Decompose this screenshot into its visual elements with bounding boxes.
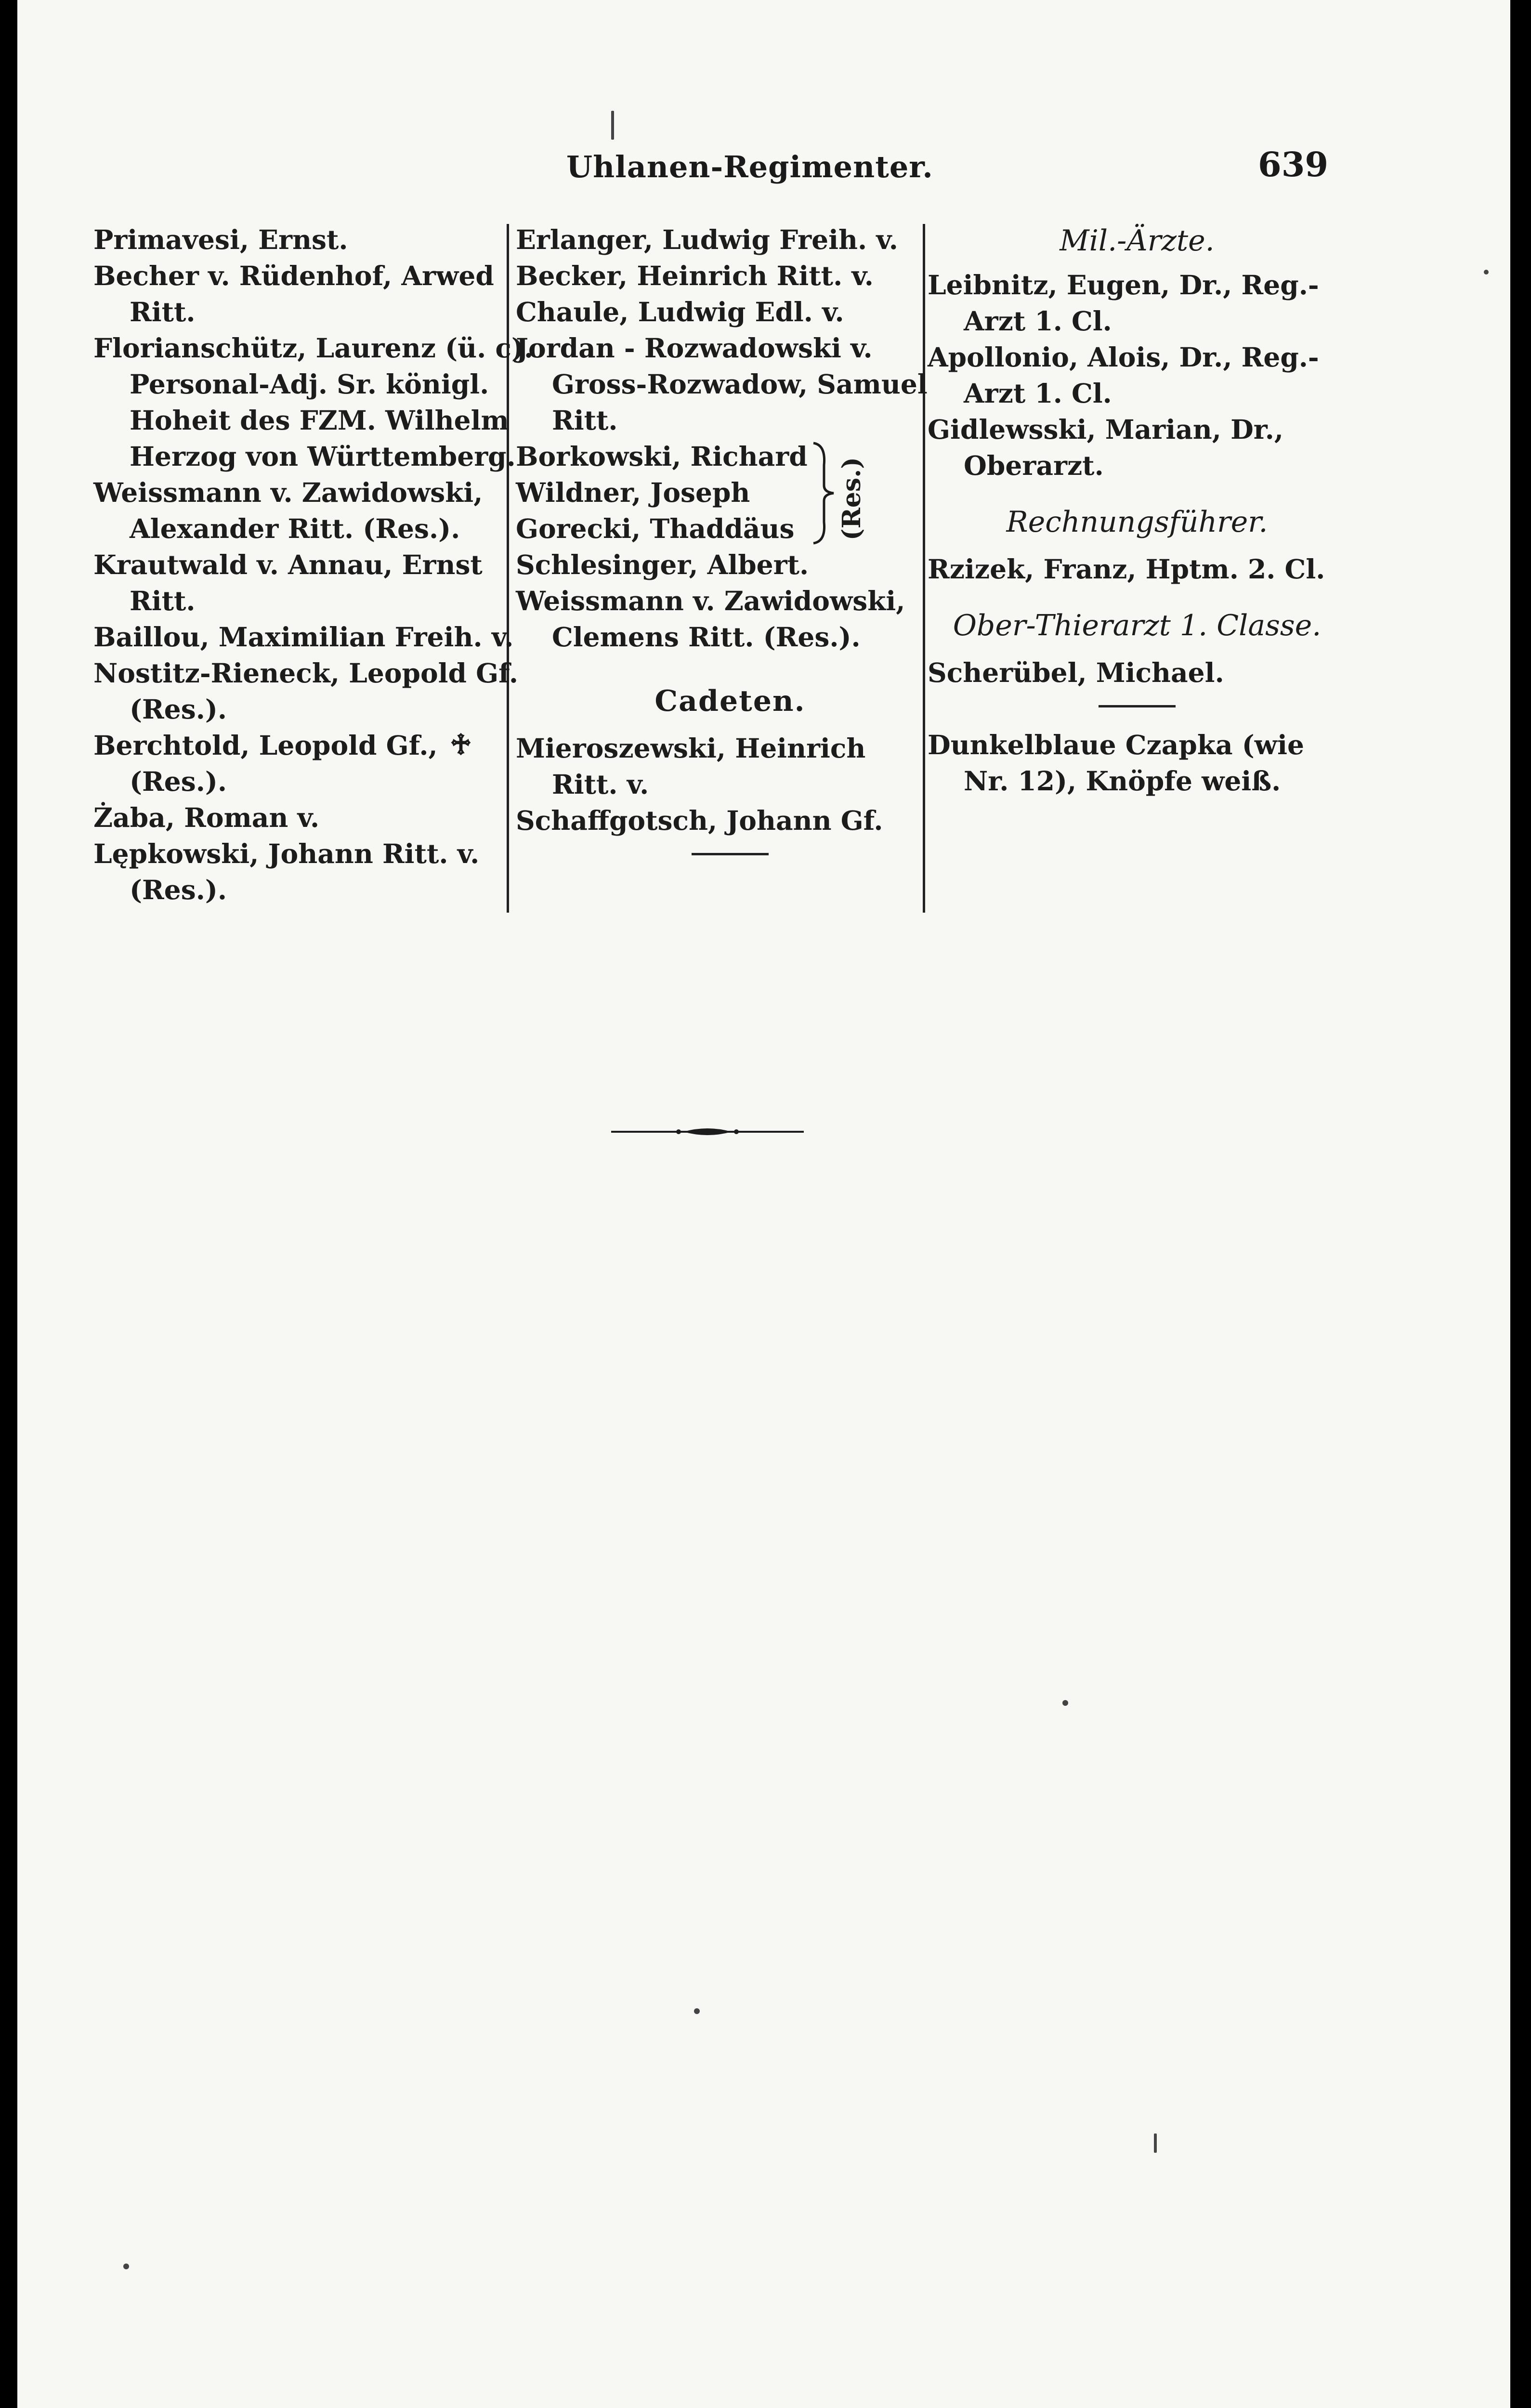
page-number: 639 [1258, 144, 1329, 184]
entry-line: Schaffgotsch, Johann Gf. [516, 805, 883, 836]
column-3 [928, 222, 1347, 799]
entry-line: Arzt 1. Cl. [964, 378, 1112, 409]
reserve-label: (Res.) [837, 457, 866, 540]
entry-line: Krautwald v. Annau, Ernst [93, 549, 483, 580]
list-item [928, 654, 1347, 691]
entry-line: Ritt. [130, 296, 196, 327]
list-item [93, 619, 512, 655]
entry-line: Gross-Rozwadow, Samuel [552, 368, 928, 400]
list-item [93, 330, 534, 474]
entry-line: Nostitz-Rieneck, Leopold Gf. [93, 657, 518, 689]
entry-line: Nr. 12), Knöpfe weiß. [964, 765, 1281, 797]
entry-line: Borkowski, Richard [516, 441, 808, 472]
list-item [93, 799, 512, 836]
entry-line: Dunkelblaue Czapka (wie [928, 729, 1305, 760]
entry-line: Weissmann v. Zawidowski, [93, 477, 483, 508]
entry-line: Oberarzt. [964, 450, 1104, 481]
entry-line: Clemens Ritt. (Res.). [552, 621, 861, 653]
entry-line: Leibnitz, Eugen, Dr., Reg.- [928, 269, 1319, 301]
entry-line: Weissmann v. Zawidowski, [516, 585, 905, 616]
entry-line: Baillou, Maximilian Freih. v. [93, 621, 514, 653]
entry-line: Scherübel, Michael. [928, 657, 1224, 688]
list-item [516, 730, 944, 802]
list-item [928, 411, 1347, 484]
section-heading-thierarzt: Ober-Thierarzt 1. Classe. [953, 609, 1322, 642]
list-item [516, 294, 944, 330]
entry-line: Lępkowski, Johann Ritt. v. [93, 838, 480, 869]
list-item [928, 267, 1347, 339]
uniform-note [928, 727, 1347, 799]
list-item [93, 258, 512, 330]
entry-line: Żaba, Roman v. [93, 802, 320, 833]
entry-line: Apollonio, Alois, Dr., Reg.- [928, 341, 1319, 373]
spacer [516, 655, 944, 682]
bracket-group [516, 438, 944, 547]
entry-line: Mieroszewski, Heinrich [516, 733, 866, 764]
column-1 [93, 222, 534, 908]
list-item [516, 583, 944, 655]
end-ornament-icon [611, 1122, 804, 1141]
entry-line: Hoheit des FZM. Wilhelm [130, 405, 509, 436]
spacer [928, 260, 1347, 267]
entry-line: Arzt 1. Cl. [964, 305, 1112, 337]
entry-line: (Res.). [130, 694, 227, 725]
list-item [93, 727, 512, 799]
entry-line: Florianschütz, Laurenz (ü. c). [93, 332, 534, 364]
entry-line: Gidlewsski, Marian, Dr., [928, 414, 1284, 445]
spacer [928, 484, 1347, 503]
entry-line: Erlanger, Ludwig Freih. v. [516, 224, 898, 255]
list-item [928, 551, 1347, 587]
entry-line: (Res.). [130, 874, 227, 905]
entry-line: (Res.). [130, 766, 227, 797]
list-item [93, 547, 512, 619]
running-title: Uhlanen-Regimenter. [566, 149, 933, 184]
list-item [516, 330, 944, 438]
entry-line: Jordan - Rozwadowski v. [516, 332, 873, 364]
list-item [516, 222, 944, 258]
scan-artifact [123, 2264, 129, 2269]
list-item [516, 802, 944, 838]
entry-line: Wildner, Joseph [516, 477, 750, 508]
section-rule [692, 853, 769, 855]
list-item [93, 655, 518, 727]
scan-artifact [1484, 270, 1489, 275]
scan-artifact [1154, 2133, 1157, 2153]
entry-line: Alexander Ritt. (Res.). [130, 513, 460, 544]
spacer [928, 587, 1347, 606]
entry-line: Rzizek, Franz, Hptm. 2. Cl. [928, 553, 1325, 585]
entry-line: Personal-Adj. Sr. königl. [130, 368, 489, 400]
section-heading-rechnungsfuehrer: Rechnungsführer. [1006, 505, 1268, 539]
entry-line: Gorecki, Thaddäus [516, 513, 795, 544]
spacer [928, 645, 1347, 654]
list-item [516, 547, 944, 583]
list-item [93, 222, 512, 258]
entry-line: Becher v. Rüdenhof, Arwed [93, 260, 494, 291]
column-2 [516, 222, 944, 855]
spacer [516, 720, 944, 730]
entry-line: Ritt. [130, 585, 196, 616]
spacer [928, 707, 1347, 727]
scan-artifact [611, 111, 614, 140]
section-heading-mil-aerzte: Mil.-Ärzte. [1060, 224, 1215, 258]
section-heading-cadeten: Cadeten. [654, 684, 806, 718]
list-item [516, 258, 944, 294]
scan-artifact [1062, 1700, 1068, 1706]
entry-line: Berchtold, Leopold Gf., [93, 730, 438, 761]
entry-line: Herzog von Württemberg. [130, 441, 516, 472]
entry-line: Ritt. v. [552, 769, 649, 800]
page-header [17, 144, 1510, 193]
entry-line: Chaule, Ludwig Edl. v. [516, 296, 844, 327]
deceased-cross-icon: ♱ [450, 728, 472, 762]
entry-line: Ritt. [552, 405, 618, 436]
entry-line: Becker, Heinrich Ritt. v. [516, 260, 874, 291]
document-page [17, 0, 1510, 2408]
entry-line: Schlesinger, Albert. [516, 549, 809, 580]
list-item [93, 836, 512, 908]
spacer [928, 541, 1347, 551]
list-item [93, 474, 512, 547]
scan-artifact [694, 2008, 700, 2014]
list-item [928, 339, 1347, 411]
entry-line: Primavesi, Ernst. [93, 224, 348, 255]
